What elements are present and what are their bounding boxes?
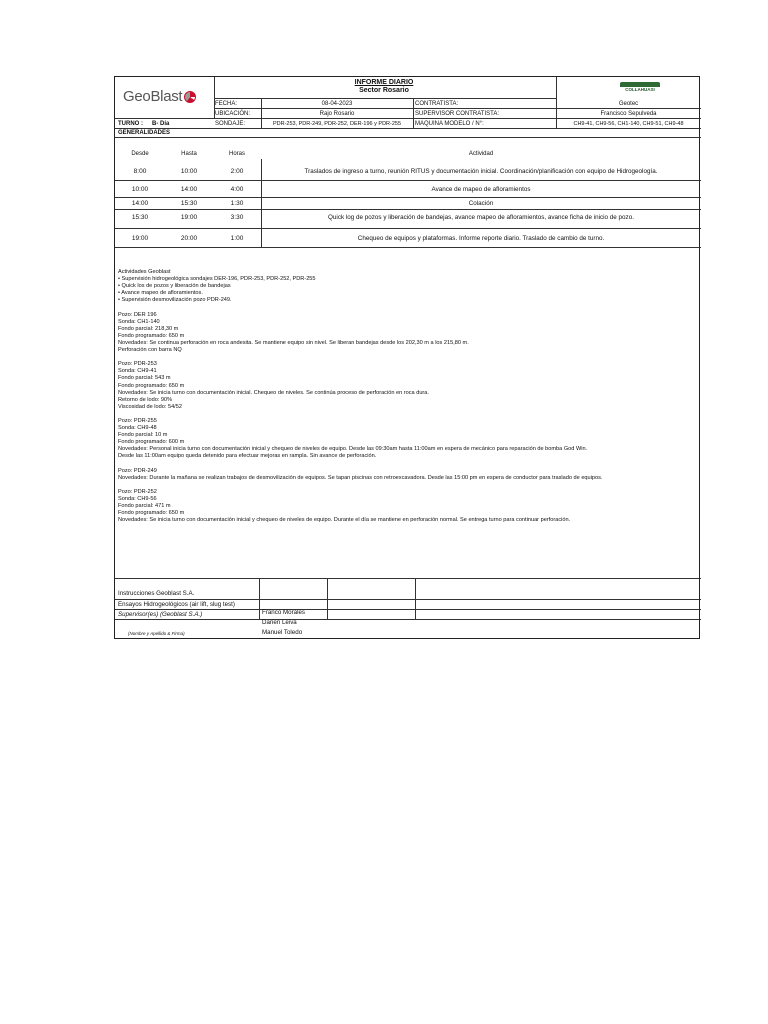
col-header-horas: Horas <box>228 151 245 157</box>
note-line <box>118 304 698 311</box>
ensayos-text: Ensayos Hidrogeológicos (air lift, slug test) <box>118 600 235 608</box>
cell-desde: 8:00 <box>133 167 147 175</box>
nombre-firma-note: (Nombre y Apellido & Firma) <box>128 630 185 636</box>
note-line <box>118 482 698 489</box>
note-line: Pozo: PDR-249 <box>118 467 157 474</box>
cell-desde: 15:30 <box>131 213 149 221</box>
note-line: Fondo programado: 600 m <box>118 439 185 446</box>
collahuasi-logo <box>610 82 670 98</box>
supervisor-contratista-label: SUPERVISOR CONTRATISTA: <box>415 110 500 117</box>
cell-hasta: 20:00 <box>180 234 198 242</box>
maquina-value: CH9-41, CH9-56, CH1-140, CH9-51, CH9-48 <box>573 120 684 127</box>
note-line: Fondo programado: 650 m <box>118 382 185 389</box>
cell-horas: 2:00 <box>230 167 244 175</box>
note-line: Actividades Geoblast <box>118 269 171 275</box>
supervisor-contratista-value: Francisco Sepulveda <box>600 110 657 117</box>
cell-hasta: 19:00 <box>180 213 198 221</box>
note-line: Sonda: CH9-48 <box>118 425 157 432</box>
note-line: Pozo: PDR-253 <box>118 361 157 368</box>
cell-hasta: 14:00 <box>180 185 198 193</box>
contratista-label: CONTRATISTA: <box>415 100 459 107</box>
cell-hasta: 15:30 <box>180 199 198 207</box>
note-line: Fondo parcial: 218,30 m <box>118 325 179 332</box>
table-row <box>115 164 701 178</box>
col-header-hasta: Hasta <box>181 151 197 157</box>
collahuasi-logo-text: COLLAHUASI <box>625 87 655 92</box>
cell-actividad: Chequeo de equipos y plataformas. Informe reporte diario. Traslado de cambio de turno. <box>357 234 605 242</box>
table-row <box>115 182 701 196</box>
note-line: Novedades: Se inicia turno con documentación inicial y chequeo de niveles de equipo. Durante el día se mantiene en perforación normal. Se entrega turno para continuar perforación. <box>118 517 571 524</box>
supervisor-name: Darien Leiva <box>262 619 297 626</box>
turno-label: TURNO : <box>118 120 143 127</box>
sondaje-label: SONDAJE: <box>215 120 246 127</box>
note-line: Sonda: CH9-41 <box>118 368 157 375</box>
note-line: • Supervisión hidrogeológica sondajes DER-196, PDR-253, PDR-252, PDR-255 <box>118 276 316 283</box>
note-line: Pozo: DER 196 <box>118 311 157 318</box>
ubicacion-value: Rajo Rosario <box>319 110 355 117</box>
generalidades-label: GENERALIDADES <box>118 129 171 136</box>
turno-value: B- Día <box>152 120 170 127</box>
col-header-desde: Desde <box>131 151 149 157</box>
cell-actividad: Colación <box>468 199 494 207</box>
note-line: Sonda: CH1-140 <box>118 318 160 325</box>
note-line: Novedades: Se inicia turno con documentación inicial. Chequeo de niveles. Se continúa proceso de perforación en roca dura. <box>118 389 429 396</box>
instrucciones-text: Instrucciones Geoblast S.A. <box>118 589 195 597</box>
geoblast-logo-icon <box>184 91 196 103</box>
note-line: Fondo parcial: 471 m <box>118 503 171 510</box>
ubicacion-label: UBICACIÓN: <box>215 110 251 117</box>
note-line: Fondo parcial: 10 m <box>118 432 168 439</box>
geoblast-logo-text: GeoBlast <box>123 88 183 105</box>
note-line: Retorno de lodo: 90% <box>118 396 173 403</box>
cell-desde: 19:00 <box>131 234 149 242</box>
note-line: Pozo: PDR-252 <box>118 488 157 495</box>
note-line <box>118 461 698 468</box>
cell-horas: 3:30 <box>230 213 244 221</box>
cell-actividad: Avance de mapeo de afloramientos <box>431 185 531 193</box>
note-line: Fondo programado: 650 m <box>118 332 185 339</box>
note-line <box>118 354 698 361</box>
fecha-value: 08-04-2023 <box>321 100 353 107</box>
note-line: Novedades: Durante la mañana se realizan trabajos de desmovilización de equipos. Se tapan piscinas con retroexcavadora. Desde las 15:00 pm en espera de conductor para traslado de equipos. <box>118 474 603 481</box>
daily-report-sheet <box>114 76 700 639</box>
table-row <box>115 210 701 224</box>
note-line: Fondo parcial: 543 m <box>118 375 171 382</box>
contratista-value: Geotec <box>618 100 639 107</box>
note-line: Fondo programado: 650 m <box>118 510 185 517</box>
note-line <box>118 411 698 418</box>
cell-hasta: 10:00 <box>180 167 198 175</box>
note-line: • Avance mapeo de afloramientos. <box>118 290 203 297</box>
sondaje-value: PDR-253, PDR-249, PDR-252, DER-196 y PDR-255 <box>272 120 402 127</box>
note-line: • Supervisión desmovilización pozo PDR-249. <box>118 297 232 304</box>
maquina-label: MAQUINA MODELO / N°: <box>415 120 484 127</box>
note-line: Perforación con barra NQ <box>118 347 182 354</box>
cell-desde: 10:00 <box>131 185 149 193</box>
note-line: Pozo: PDR-255 <box>118 417 157 424</box>
cell-actividad: Quick log de pozos y liberación de bandejas, avance mapeo de afloramientos, avance ficha de inicio de pozo. <box>328 213 634 221</box>
table-row <box>115 231 701 245</box>
col-header-actividad: Actividad <box>468 151 494 157</box>
supervisor-name: Franco Morales <box>262 609 305 616</box>
notes-section <box>118 269 698 524</box>
cell-horas: 1:00 <box>230 234 244 242</box>
supervisor-name: Manuel Toledo <box>262 629 303 636</box>
fecha-label: FECHA: <box>215 100 238 107</box>
note-line: Novedades: Se continua perforación en roca andesita. Se mantiene equipo sin nivel. Se liberan bandejas desde los 202,30 m a los 215,80 m. <box>118 339 469 346</box>
cell-actividad: Traslados de ingreso a turno, reunión RITUS y documentación inicial. Coordinación/planificación con equipo de Hidrogeología. <box>304 167 658 175</box>
cell-horas: 1:30 <box>230 199 244 207</box>
table-row <box>115 196 701 210</box>
cell-desde: 14:00 <box>131 199 149 207</box>
supervisores-label: Supervisor(es) (Geoblast S.A.) <box>118 610 203 618</box>
note-line: Novedades: Personal inicia turno con documentación inicial y chequeo de niveles de equipo. Desde las 09:30am hasta 11:00am en espera de mecánico para reparación de bomba God Win. <box>118 446 588 453</box>
note-line: • Quick los de pozos y liberación de bandejas <box>118 283 231 290</box>
report-title: INFORME DIARIO <box>354 79 414 86</box>
geoblast-logo <box>123 88 196 105</box>
report-subtitle: Sector Rosario <box>359 87 409 94</box>
note-line: Viscosidad de lodo: 54/52 <box>118 403 182 410</box>
note-line: Sonda: CH9-56 <box>118 496 157 502</box>
cell-horas: 4:00 <box>230 185 244 193</box>
note-line: Desde las 11:00am equipo queda detenido para efectuar mejoras en rampla. Sin avance de perforación. <box>118 453 377 460</box>
